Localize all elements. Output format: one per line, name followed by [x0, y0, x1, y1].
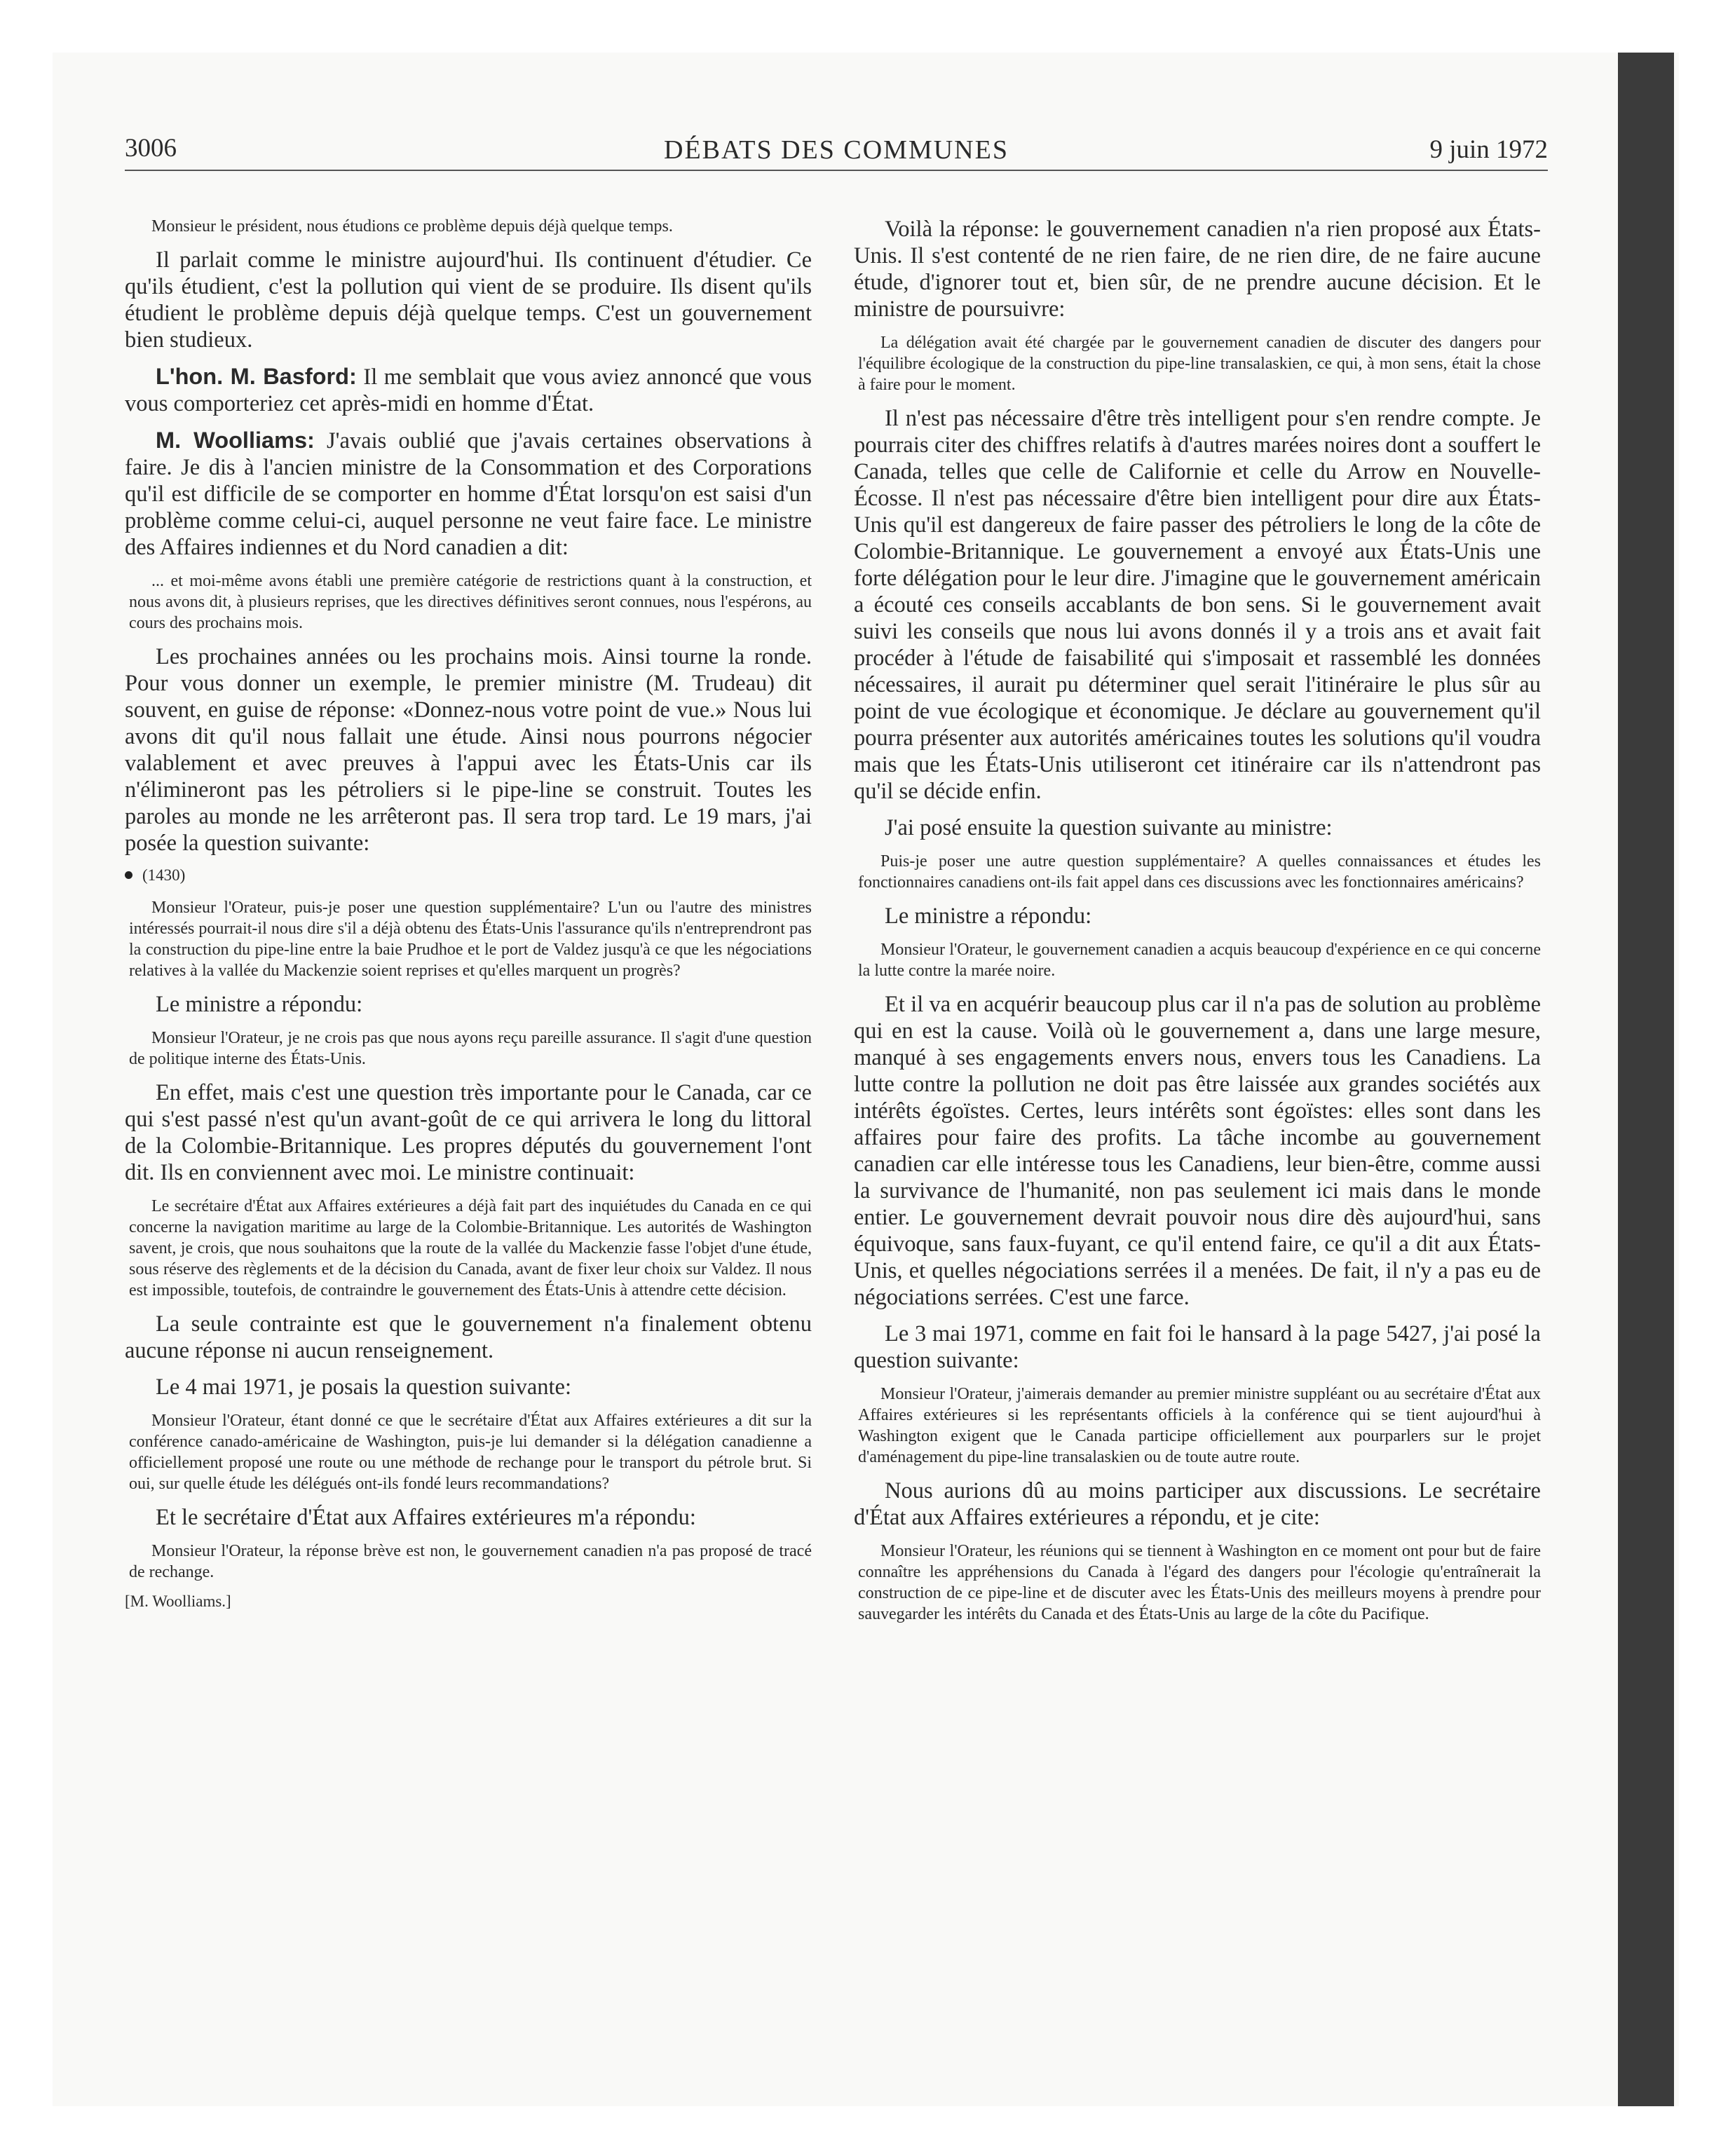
paragraph: En effet, mais c'est une question très importante pour le Canada, car ce qui s'est passé n'est qu'un avant-goût de ce qui arrivera le long du littoral de la Colombie-Britannique. Les propres députés du gouvernement l'ont dit. Ils en conviennent avec moi. Le ministre continuait: [125, 1080, 812, 1185]
speech-text: J'avais oublié que j'avais certaines observations à faire. Je dis à l'ancien ministre de la Consommation et des Corporations qu'il est difficile de se comporter en homme d'État lorsqu'on est saisi d'un problème comme celui-ci, auquel personne ne veut faire face. Le ministre des Affaires indiennes et du Nord canadien a dit: [125, 428, 812, 560]
left-column [125, 216, 812, 1611]
quote: Monsieur l'Orateur, puis-je poser une question supplémentaire? L'un ou l'autre des ministres intéressés pourrait-il nous dire s'il a déjà obtenu des États-Unis l'assurance qu'ils n'entreprendront pas la construction du pipe-line entre la baie Prudhoe et le port de Valdez jusqu'à ce que les négociations relatives à la vallée du Mackenzie soient reprises et qu'elles marquent un progrès? [129, 899, 812, 980]
speech-basford [125, 363, 812, 417]
page-header [125, 133, 1548, 171]
paragraph: Nous aurions dû au moins participer aux discussions. Le secrétaire d'État aux Affaires extérieures a répondu, et je cite: [854, 1478, 1541, 1530]
quote: Monsieur l'Orateur, je ne crois pas que nous ayons reçu pareille assurance. Il s'agit d'une question de politique interne des États-Unis. [129, 1029, 812, 1068]
paragraph: Voilà la réponse: le gouvernement canadien n'a rien proposé aux États-Unis. Il s'est contenté de ne rien faire, de ne rien dire, de ne faire aucune étude, d'ignorer tout et, bien sûr, de ne prendre aucune décision. Et le ministre de poursuivre: [854, 217, 1541, 322]
quote: Puis-je poser une autre question supplémentaire? A quelles connaissances et études les fonctionnaires canadiens ont-ils fait appel dans ces discussions avec les fonctionnaires américains? [858, 852, 1541, 892]
quote: ... et moi-même avons établi une première catégorie de restrictions quant à la construction, et nous avons dit, à plusieurs reprises, que les directives définitives seront connues, nous l'espérons, au cours des prochains mois. [129, 572, 812, 632]
paragraph: Et le secrétaire d'État aux Affaires extérieures m'a répondu: [156, 1505, 696, 1530]
speaker-attribution: [M. Woolliams.] [125, 1592, 231, 1610]
page-number: 3006 [125, 134, 177, 163]
running-title: DÉBATS DES COMMUNES [664, 135, 1009, 165]
header-date: 9 juin 1972 [1429, 135, 1548, 164]
quote: La délégation avait été chargée par le gouvernement canadien de discuter des dangers pour l'équilibre écologique de la construction du pipe-line transalaskien, ce qui, à mon sens, était la chose à faire pour le moment. [858, 334, 1541, 394]
paragraph: Le 4 mai 1971, je posais la question suivante: [156, 1374, 572, 1400]
paragraph: La seule contrainte est que le gouvernement n'a finalement obtenu aucune réponse ni aucun renseignement. [125, 1311, 812, 1363]
speaker-name: M. Woolliams: [156, 428, 315, 453]
paragraph: Et il va en acquérir beaucoup plus car il n'a pas de solution au problème qui en est la cause. Voilà où le gouvernement a, dans une large mesure, manqué à ses engagements envers nous, envers tous les Canadiens. La lutte contre la pollution ne doit pas être laissée aux grandes sociétés aux intérêts égoïstes. Certes, leurs intérêts sont égoïstes: elles sont dans les affaires pour faire des profits. La tâche incombe au gouvernement canadien car elle intéresse tous les Canadiens, leur bien-être, comme aussi la survivance de l'humanité, non pas seulement ici mais dans le monde entier. Le gouvernement devrait pouvoir nous dire dès aujourd'hui, sans équivoque, sans faux-fuyant, ce qu'il entend faire, ce qu'il a dit aux États-Unis, et quelles négociations serrées il a menées. De fait, il n'y a pas eu de négociations serrées. C'est une farce. [854, 992, 1541, 1310]
quote: Monsieur le président, nous étudions ce problème depuis déjà quelque temps. [151, 217, 673, 236]
paragraph: Le ministre a répondu: [885, 903, 1092, 929]
time-marker-text: (1430) [142, 866, 186, 884]
speech-text: Il me semblait que vous aviez annoncé que vous vous comporteriez cet après-midi en homme d'État. [125, 364, 812, 416]
paragraph: Le 3 mai 1971, comme en fait foi le hansard à la page 5427, j'ai posé la question suivante: [854, 1321, 1541, 1373]
right-column [854, 216, 1541, 1635]
quote: Monsieur l'Orateur, j'aimerais demander au premier ministre suppléant ou au secrétaire d'État aux Affaires extérieures si les représentants officiels à la conférence qui se tient aujourd'hui à Washington exigent que le Canada participe officiellement aux pourparlers sur le projet d'aménagement du pipe-line transalaskien ou de toute autre route. [858, 1385, 1541, 1466]
quote: Monsieur l'Orateur, la réponse brève est non, le gouvernement canadien n'a pas proposé de tracé de rechange. [129, 1542, 812, 1581]
quote: Monsieur l'Orateur, les réunions qui se tiennent à Washington en ce moment ont pour but de faire connaître les appréhensions du Canada à l'égard des dangers pour l'écologie qu'entraînerait la construction de ce pipe-line et de discuter avec les États-Unis des meilleurs moyens à prendre pour sauvegarder les intérêts du Canada et des États-Unis au large de la côte du Pacifique. [858, 1542, 1541, 1623]
paragraph: Le ministre a répondu: [156, 992, 363, 1017]
paragraph: Les prochaines années ou les prochains mois. Ainsi tourne la ronde. Pour vous donner un exemple, le premier ministre (M. Trudeau) dit souvent, en guise de réponse: «Donnez-nous votre point de vue.» Nous lui avons dit qu'il nous fallait une étude. Ainsi nous pourrons négocier valablement et avec preuves à l'appui avec les États-Unis car ils n'élimineront pas les pétroliers si le pipe-line se construit. Toutes les paroles au monde ne les arrêteront pas. Il sera trop tard. Le 19 mars, j'ai posée la question suivante: [125, 644, 812, 856]
quote: Le secrétaire d'État aux Affaires extérieures a déjà fait part des inquiétudes du Canada en ce qui concerne la navigation maritime au large de la Colombie-Britannique. Les autorités de Washington savent, je crois, que nous souhaitons que la route de la vallée du Mackenzie fasse l'objet d'une étude, sous réserve des règlements et de la décision du Canada, avant de fixer leur choix sur Valdez. Il nous est impossible, toutefois, de contraindre le gouvernement des États-Unis à attendre cette décision. [129, 1197, 812, 1299]
paragraph: Il parlait comme le ministre aujourd'hui. Ils continuent d'étudier. Ce qu'ils étudient, c'est la pollution qui vient de se produire. Ils disent qu'ils étudient le problème depuis déjà quelque temps. C'est un gouvernement bien studieux. [125, 247, 812, 353]
speaker-name: L'hon. M. Basford: [156, 364, 357, 389]
time-marker [125, 866, 812, 885]
paragraph: Il n'est pas nécessaire d'être très intelligent pour s'en rendre compte. Je pourrais citer des chiffres relatifs à d'autres marées noires dont a souffert le Canada, telles que celle de Californie et celle du Arrow en Nouvelle-Écosse. Il n'est pas nécessaire d'être bien intelligent pour dire aux États-Unis qu'il est dangereux de faire passer des pétroliers le long de la côte de Colombie-Britannique. Le gouvernement a envoyé aux États-Unis une forte délégation pour le leur dire. J'imagine que le gouvernement américain a écouté ces conseils accablants de bon sens. Si le gouvernement avait suivi les conseils que nous lui avons donnés il y a trois ans et avait fait procéder à l'étude de faisabilité qui s'imposait et rassemblé les données nécessaires, il aurait pu déterminer quel serait l'itinéraire le plus sûr au point de vue écologique et économique. Je déclare au gouvernement qu'il pourra présenter aux autorités américaines toutes les solutions qu'il voudra mais que les États-Unis utiliseront cet itinéraire car ils n'attendront pas qu'il se décide enfin. [854, 406, 1541, 804]
speech-woolliams [125, 427, 812, 561]
paragraph: J'ai posé ensuite la question suivante au ministre: [885, 815, 1333, 840]
quote: Monsieur l'Orateur, étant donné ce que le secrétaire d'État aux Affaires extérieures a dit sur la conférence canado-américaine de Washington, puis-je lui demander si la délégation canadienne a officiellement proposé une route ou une méthode de rechange pour le transport du pétrole brut. Si oui, sur quelle étude les délégués ont-ils fondé leurs recommandations? [129, 1412, 812, 1493]
bullet-icon [125, 871, 132, 879]
scan-binding-edge [1618, 53, 1674, 2106]
quote: Monsieur l'Orateur, le gouvernement canadien a acquis beaucoup d'expérience en ce qui concerne la lutte contre la marée noire. [858, 941, 1541, 980]
